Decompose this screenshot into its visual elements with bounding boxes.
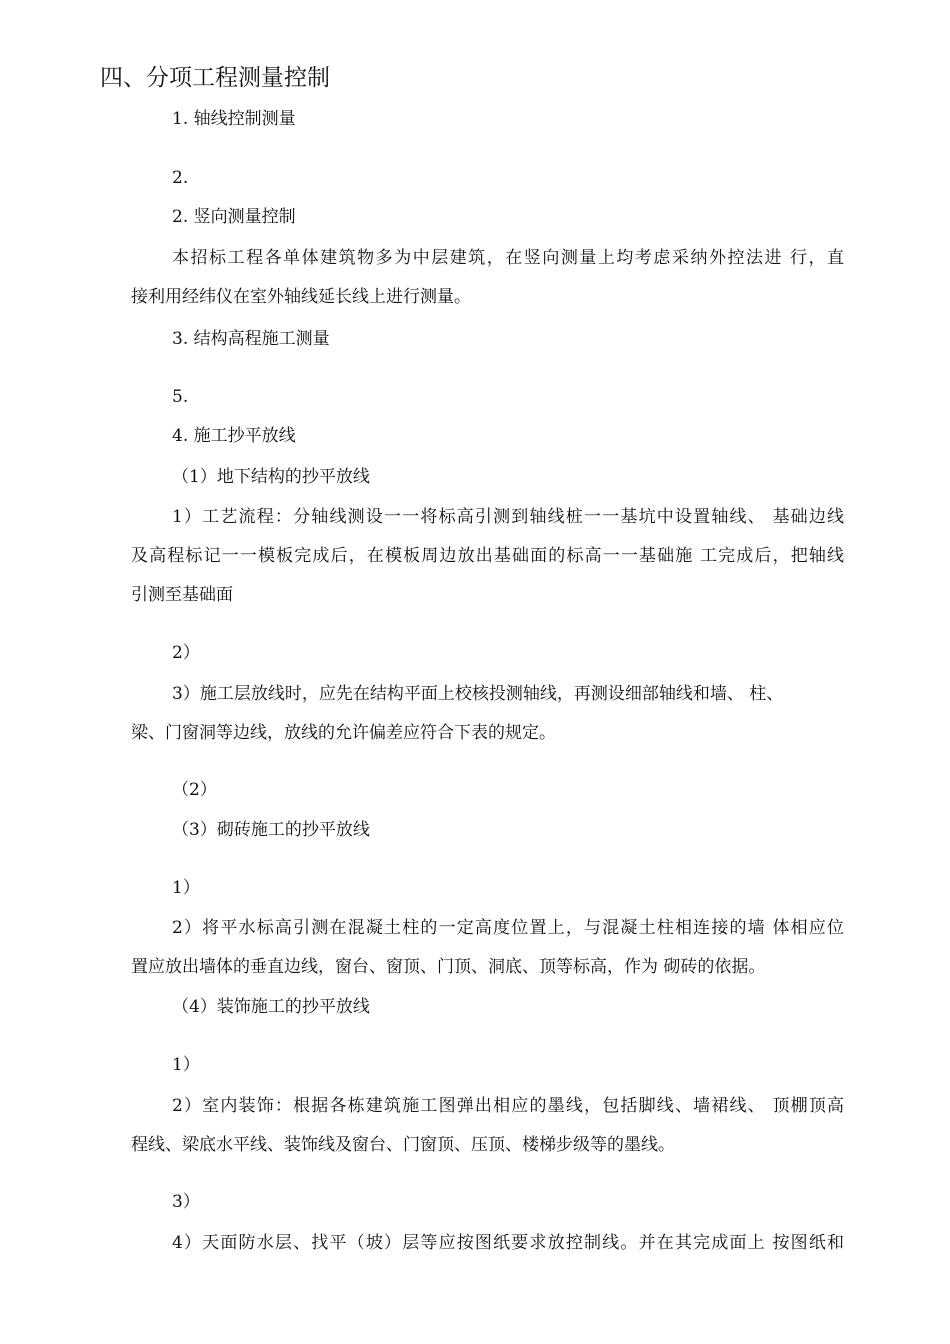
paragraph-line: 4）天面防水层、找平（坡）层等应按图纸要求放控制线。并在其完成面上 按图纸和 bbox=[172, 1233, 844, 1253]
paragraph-line: 梁、门窗洞等边线，放线的允许偏差应符合下表的规定。 bbox=[131, 723, 556, 743]
subheading: （2） bbox=[172, 780, 217, 800]
paragraph-line: 2）将平水标高引测在混凝土柱的一定高度位置上，与混凝土柱相连接的墙 体相应位 bbox=[172, 918, 844, 938]
paragraph-line: 程线、梁底水平线、装饰线及窗台、门窗顶、压顶、楼梯步级等的墨线。 bbox=[131, 1135, 675, 1155]
list-item: 1） bbox=[172, 1055, 200, 1075]
paragraph-line: 1）工艺流程：分轴线测设一一将标高引测到轴线桩一一基坑中设置轴线、 基础边线 bbox=[172, 507, 844, 527]
paragraph-line: 2）室内装饰：根据各栋建筑施工图弹出相应的墨线，包括脚线、墙裙线、 顶棚顶高 bbox=[172, 1096, 844, 1116]
list-item: 5. bbox=[172, 387, 189, 407]
list-item: 3. 结构高程施工测量 bbox=[172, 329, 330, 349]
subheading: （3）砌砖施工的抄平放线 bbox=[172, 820, 370, 840]
list-item: 3） bbox=[172, 1192, 200, 1212]
paragraph-line: 及高程标记一一模板完成后，在模板周边放出基础面的标高一一基础施 工完成后，把轴线 bbox=[131, 546, 844, 566]
paragraph-line: 引测至基础面 bbox=[131, 585, 233, 605]
subheading: （1）地下结构的抄平放线 bbox=[172, 467, 370, 487]
subheading: （4）装饰施工的抄平放线 bbox=[172, 997, 370, 1017]
list-item: 2. 竖向测量控制 bbox=[172, 207, 296, 227]
paragraph-line: 置应放出墙体的垂直边线，窗台、窗顶、门顶、洞底、顶等标高，作为 砌砖的依据。 bbox=[131, 957, 766, 977]
section-heading: 四、分项工程测量控制 bbox=[100, 65, 330, 91]
list-item: 2. bbox=[172, 168, 189, 188]
list-item: 1. 轴线控制测量 bbox=[172, 109, 296, 129]
paragraph-line: 3）施工层放线时，应先在结构平面上校核投测轴线，再测设细部轴线和墙、 柱、 bbox=[172, 684, 784, 704]
list-item: 4. 施工抄平放线 bbox=[172, 426, 296, 446]
list-item: 1） bbox=[172, 878, 200, 898]
paragraph-line: 本招标工程各单体建筑物多为中层建筑，在竖向测量上均考虑采纳外控法进 行，直 bbox=[172, 248, 844, 268]
list-item: 2） bbox=[172, 643, 200, 663]
paragraph-line: 接利用经纬仪在室外轴线延长线上进行测量。 bbox=[131, 287, 471, 307]
